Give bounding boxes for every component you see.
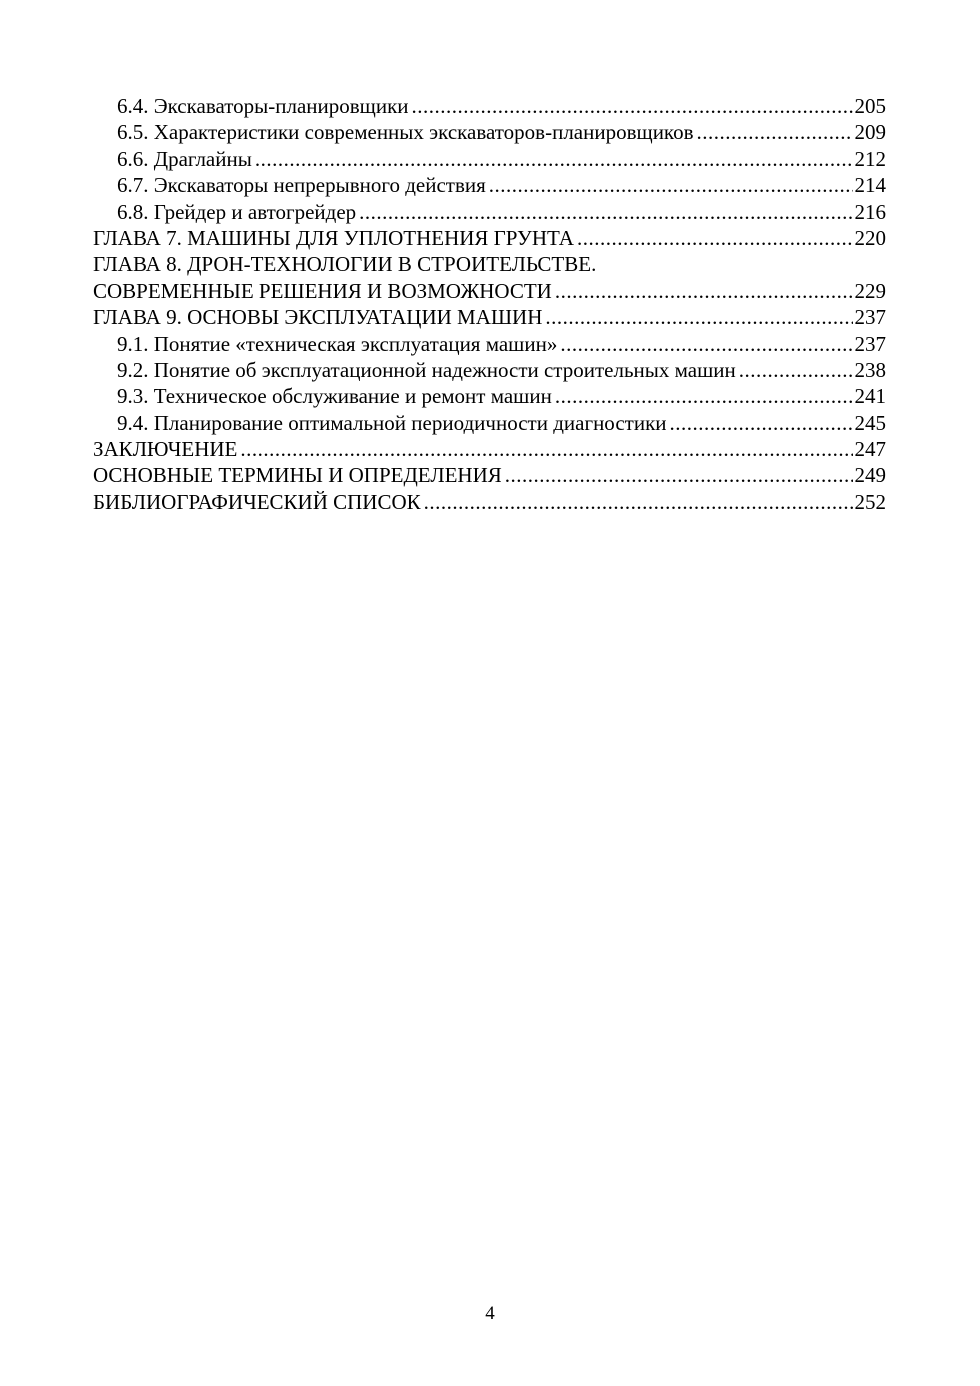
toc-entry-title: 6.7. Экскаваторы непрерывного действия: [117, 173, 486, 198]
toc-entry-page: 247: [854, 437, 886, 462]
toc-entry-title: 6.6. Драглайны: [117, 146, 252, 171]
toc-entry-title: БИБЛИОГРАФИЧЕСКИЙ СПИСОК: [93, 489, 421, 514]
toc-dot-leader: [255, 146, 853, 172]
toc-entry-title: 9.1. Понятие «техническая эксплуатация машин»: [117, 331, 558, 356]
toc-entry: [93, 383, 886, 409]
toc-entry: [93, 331, 886, 357]
toc-entry: [93, 251, 886, 277]
toc-entry-page: 216: [854, 199, 886, 224]
toc-dot-leader: [359, 199, 852, 225]
toc-dot-leader: [555, 278, 853, 304]
toc-entry: [93, 199, 886, 225]
toc-entry: [93, 119, 886, 145]
toc-entry: [93, 462, 886, 488]
toc-dot-leader: [560, 331, 852, 357]
toc-dot-leader: [545, 304, 852, 330]
page-number: 4: [485, 1303, 495, 1324]
toc-entry: [93, 93, 886, 119]
toc-entry-page: 212: [854, 146, 886, 171]
toc-entry-page: 249: [854, 463, 886, 488]
toc-dot-leader: [240, 436, 852, 462]
toc-dot-leader: [424, 489, 853, 515]
toc-entry-page: 237: [854, 331, 886, 356]
toc-entry: [93, 436, 886, 462]
toc-dot-leader: [505, 462, 853, 488]
toc-dot-leader: [577, 225, 853, 251]
toc-dot-leader: [739, 357, 853, 383]
toc-entry-title: ГЛАВА 7. МАШИНЫ ДЛЯ УПЛОТНЕНИЯ ГРУНТА: [93, 225, 574, 250]
toc-entry-title: ОСНОВНЫЕ ТЕРМИНЫ И ОПРЕДЕЛЕНИЯ: [93, 463, 502, 488]
toc-entry-title: ГЛАВА 8. ДРОН-ТЕХНОЛОГИИ В СТРОИТЕЛЬСТВЕ.: [93, 252, 597, 277]
toc-entry-title: 9.4. Планирование оптимальной периодичности диагностики: [117, 410, 667, 435]
toc-entry-title: 6.4. Экскаваторы-планировщики: [117, 94, 409, 118]
toc-entry-page: 220: [854, 225, 886, 250]
toc-dot-leader: [670, 410, 853, 436]
toc-dot-leader: [555, 383, 853, 409]
toc-entry-page: 237: [854, 305, 886, 330]
toc-entry-title: ЗАКЛЮЧЕНИЕ: [93, 437, 238, 462]
toc-entry: [93, 225, 886, 251]
toc-entry-page: 241: [854, 384, 886, 409]
toc-entry-title: ГЛАВА 9. ОСНОВЫ ЭКСПЛУАТАЦИИ МАШИН: [93, 305, 543, 330]
toc-entry: [93, 357, 886, 383]
toc-entry-page: 209: [854, 120, 886, 145]
toc-entry-title: 6.5. Характеристики современных экскаваторов-планировщиков: [117, 120, 694, 145]
toc-entry-title: 6.8. Грейдер и автогрейдер: [117, 199, 357, 224]
toc-entry: [93, 146, 886, 172]
table-of-contents: [93, 93, 886, 515]
toc-entry: [93, 410, 886, 436]
toc-entry: [93, 489, 886, 515]
toc-entry-page: 205: [854, 94, 886, 118]
toc-entry-page: 214: [854, 173, 886, 198]
toc-dot-leader: [412, 93, 853, 119]
toc-dot-leader: [489, 172, 853, 198]
toc-entry: [93, 278, 886, 304]
toc-entry: [93, 304, 886, 330]
toc-entry-title: 9.2. Понятие об эксплуатационной надежности строительных машин: [117, 357, 736, 382]
toc-entry-title: СОВРЕМЕННЫЕ РЕШЕНИЯ И ВОЗМОЖНОСТИ: [93, 278, 552, 303]
toc-entry-title: 9.3. Техническое обслуживание и ремонт машин: [117, 384, 552, 409]
toc-entry: [93, 172, 886, 198]
toc-dot-leader: [697, 119, 853, 145]
toc-entry-page: 229: [854, 278, 886, 303]
toc-entry-page: 238: [854, 357, 886, 382]
toc-entry-page: 252: [854, 489, 886, 514]
toc-entry-page: 245: [854, 410, 886, 435]
